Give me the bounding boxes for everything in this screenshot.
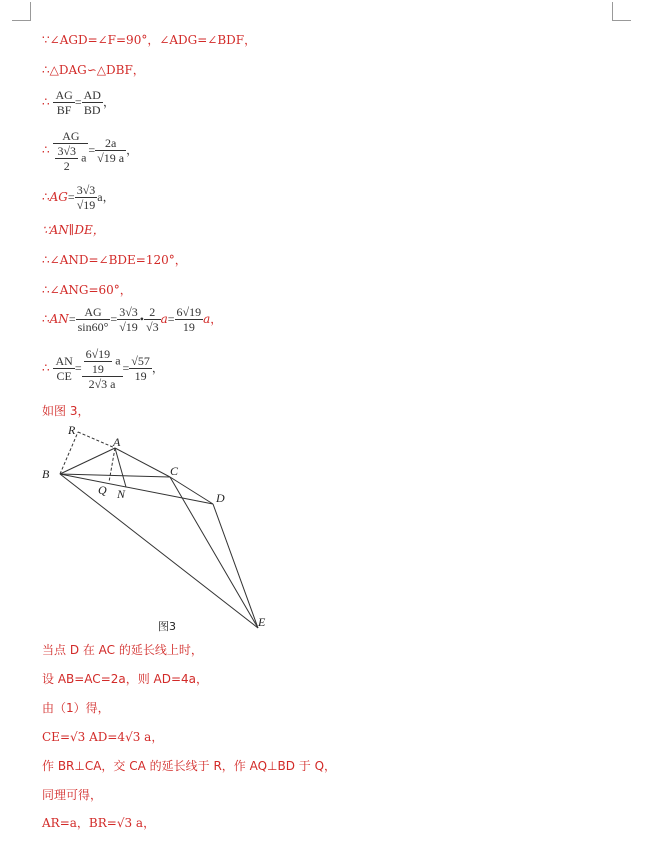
label-b: B	[42, 467, 50, 481]
segment-bc	[60, 474, 170, 477]
proof-line-13	[42, 671, 208, 687]
proof-line-16	[42, 758, 336, 774]
proof-line-6	[42, 222, 105, 238]
line-18-text: AR=a，BR=√3 a，	[42, 816, 156, 830]
line-1-text: ∵∠AGD=∠F=90°，∠ADG=∠BDF，	[42, 33, 257, 47]
fraction-3sqrt3-sqrt19-b: $\frac{3√3}{√19}$	[119, 305, 138, 334]
line-8-text: ∴∠ANG=60°，	[42, 283, 132, 297]
proof-line-8	[42, 282, 132, 298]
proof-line-12	[42, 642, 203, 658]
segment-ac	[115, 448, 170, 477]
figure-3-diagram	[30, 420, 280, 635]
fraction-ad-bd: $\frac{AD}{BD}$	[83, 88, 101, 117]
segment-ra	[78, 432, 115, 448]
segment-ce	[170, 477, 258, 628]
line-11-text: 如图 3，	[42, 404, 90, 418]
fraction-6sqrt19-19: $\frac{6√19}{19}$	[176, 305, 202, 334]
line-6-text: ∵AN∥DE，	[42, 223, 105, 237]
segment-ba	[60, 448, 115, 474]
compound-fraction-an-ce: $\frac{6√19}{19}$ a 2√3 a	[82, 347, 123, 391]
compound-fraction-ag: AG $\frac{3√3}{2}$ a	[53, 129, 88, 173]
figure-caption: 图3	[158, 620, 176, 633]
fraction-2a-sqrt19a: $\frac{2a}{√19 a}$	[97, 136, 125, 165]
segment-de	[213, 504, 258, 628]
segment-be	[60, 474, 258, 628]
proof-line-18	[42, 815, 155, 831]
fraction-ag-sin60: $\frac{AG}{\sin 60^\circ}$	[77, 305, 109, 334]
fraction-an-ce: $\frac{AN}{CE}$	[55, 354, 73, 383]
line-14-text: 由（1）得，	[42, 701, 110, 715]
line-12-text: 当点 D 在 AC 的延长线上时，	[42, 643, 203, 657]
label-d: D	[216, 491, 225, 505]
line-15-text: CE=√3 AD=4√3 a，	[42, 730, 164, 744]
proof-line-2	[42, 62, 145, 78]
segment-br	[60, 432, 78, 474]
proof-line-9: ∴AN= $\frac{AG}{\sin 60^\circ}$ = $\frac{3√3}{√19}$ • $\frac{2}{√3}$ a= $\frac{6√19}{19}$ a，	[42, 305, 223, 334]
label-r: R	[68, 423, 76, 437]
label-q: Q	[98, 483, 107, 497]
line-17-text: 同理可得，	[42, 788, 103, 802]
fraction-3sqrt3-sqrt19: $\frac{3√3}{√19}$	[76, 183, 96, 212]
label-c: C	[170, 464, 179, 478]
fraction-2-sqrt3: $\frac{2}{√3}$	[145, 305, 159, 334]
proof-line-15	[42, 729, 163, 745]
label-n: N	[117, 487, 126, 501]
proof-line-17	[42, 787, 102, 803]
proof-line-4: ∴ AG $\frac{3√3}{2}$ a = $\frac{2a}{√19 a}$ ，	[42, 128, 139, 173]
crop-mark-top-left	[12, 2, 31, 21]
proof-line-11	[42, 403, 89, 419]
fraction-sqrt57-19: $\frac{√57}{19}$	[131, 354, 150, 383]
line-13-text: 设 AB=AC=2a，则 AD=4a，	[42, 672, 209, 686]
proof-line-3: ∴ $\frac{AG}{BF}$ = $\frac{AD}{BD}$ ，	[42, 88, 115, 117]
label-a: A	[113, 435, 121, 449]
fraction-ag-bf: $\frac{AG}{BF}$	[55, 88, 73, 117]
line-7-text: ∴∠AND=∠BDE=120°，	[42, 253, 187, 267]
line-2-text: ∴△DAG∽△DBF，	[42, 63, 145, 77]
line-16-text: 作 BR⊥CA，交 CA 的延长线于 R，作 AQ⊥BD 于 Q，	[42, 759, 337, 773]
label-e: E	[258, 615, 266, 629]
segment-an	[115, 448, 126, 487]
crop-mark-top-right	[612, 2, 631, 21]
proof-line-1	[42, 32, 256, 48]
proof-line-10: ∴ $\frac{AN}{CE}$ = $\frac{6√19}{19}$ a 2√3 a = $\frac{√57}{19}$ ，	[42, 346, 164, 391]
segment-aq	[109, 448, 115, 482]
proof-line-5: ∴AG= $\frac{3√3}{√19}$ a，	[42, 183, 115, 212]
proof-line-7	[42, 252, 187, 268]
proof-line-14	[42, 700, 110, 716]
